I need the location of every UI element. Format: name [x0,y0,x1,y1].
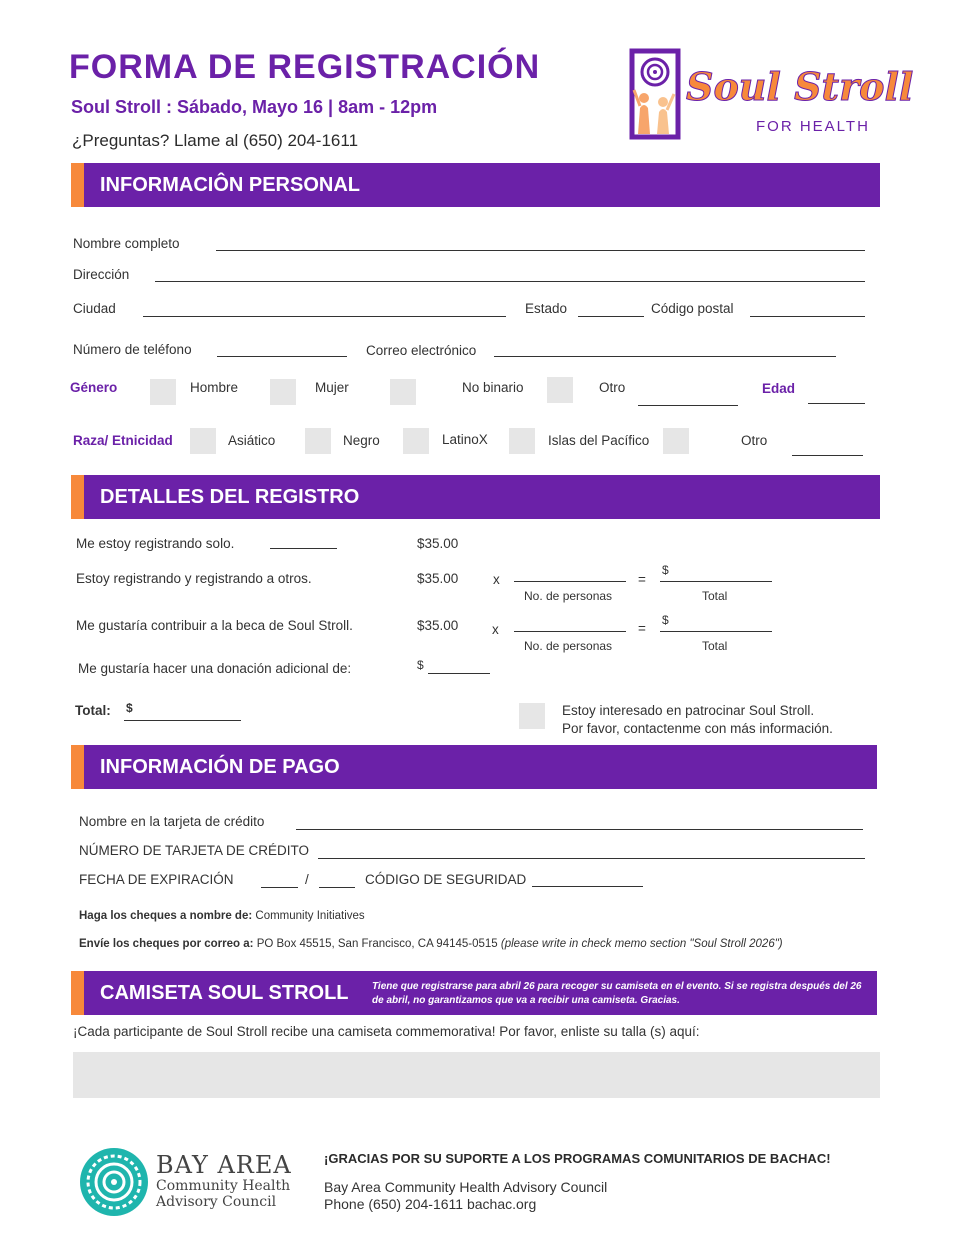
scholarship-dollar: $ [662,613,669,627]
race-otro-label: Otro [741,433,768,448]
race-pacific-islander-label: Islas del Pacífico [548,433,650,448]
checks-payable-label: Haga los cheques a nombre de: [79,910,253,922]
others-times: x [493,572,500,587]
full-name-field[interactable] [216,250,865,251]
expiration-year-field[interactable] [319,887,355,888]
expiration-slash: / [305,872,309,887]
gender-hombre-label: Hombre [190,380,239,395]
section-payment-info: INFORMACIÓN DE PAGO [71,745,877,789]
race-negro-checkbox[interactable] [305,428,331,454]
scholarship-price: $35.00 [417,618,459,633]
zip-label: Código postal [651,301,734,316]
bachac-logo-text [156,1152,292,1210]
checks-payable-value: Community Initiatives [255,910,365,922]
race-latinox-checkbox[interactable] [403,428,429,454]
city-field[interactable] [143,316,506,317]
solo-price: $35.00 [417,536,459,551]
state-label: Estado [525,301,568,316]
shirt-note: Tiene que registrarse para abril 26 para recoger su camiseta en el evento. Si se registra después del 26 de abril, no garantizamos que va a recibir una camiseta. Gracias. [372,981,862,1006]
scholarship-total-field[interactable] [660,631,772,632]
card-number-label: NÚMERO DE TARJETA DE CRÉDITO [79,843,310,858]
phone-field[interactable] [217,356,347,357]
scholarship-total-caption: Total [702,639,728,653]
others-people-caption: No. de personas [524,589,613,603]
section-registration-details: DETALLES DEL REGISTRO [71,475,880,519]
address-label: Dirección [73,267,130,282]
others-people-field[interactable] [514,581,626,582]
sponsor-line-2: Por favor, contactenme con más información. [562,721,833,736]
others-dollar: $ [662,563,669,577]
checks-mail-note: (please write in check memo section "Soul Stroll 2026") [500,938,783,950]
gender-no-binario-label: No binario [462,380,524,395]
email-label: Correo electrónico [366,343,477,358]
card-number-field[interactable] [318,858,865,859]
scholarship-people-field[interactable] [514,631,626,632]
race-pacific-islander-checkbox[interactable] [509,428,535,454]
scholarship-equals: = [638,621,646,636]
race-negro-label: Negro [343,433,380,448]
footer-thanks: ¡GRACIAS POR SU SUPORTE A LOS PROGRAMAS COMUNITARIOS DE BACHAC! [324,1151,831,1166]
gender-label: Género [70,380,118,395]
gender-otro-checkbox[interactable] [547,377,573,403]
email-field[interactable] [494,356,836,357]
race-asiatico-checkbox[interactable] [190,428,216,454]
race-asiatico-label: Asiático [228,433,276,448]
others-total-field[interactable] [660,581,772,582]
checks-mail-label: Envíe los cheques por correo a: [79,938,254,950]
scholarship-label: Me gustaría contribuir a la beca de Soul Stroll. [76,618,353,633]
full-name-label: Nombre completo [73,236,180,251]
donation-dollar: $ [417,658,424,672]
gender-otro-field[interactable] [638,405,738,406]
shirt-size-field[interactable] [73,1052,880,1098]
gender-otro-label: Otro [599,380,626,395]
race-label: Raza/ Etnicidad [73,433,173,448]
checks-mail-value: PO Box 45515, San Francisco, CA 94145-0515 [256,938,498,950]
sponsor-line-1: Estoy interesado en patrocinar Soul Stroll. [562,703,815,718]
expiration-month-field[interactable] [261,887,298,888]
others-label: Estoy registrando y registrando a otros. [76,571,312,586]
gender-hombre-checkbox[interactable] [150,379,176,405]
security-code-label: CÓDIGO DE SEGURIDAD [365,872,527,887]
race-otro-field[interactable] [792,455,863,456]
solo-label: Me estoy registrando solo. [76,536,235,551]
zip-field[interactable] [750,316,865,317]
event-subtitle: Soul Stroll : Sábado, Mayo 16 | 8am - 12pm [71,97,438,117]
grand-total-dollar: $ [126,701,133,715]
org-line-2: Community Health [156,1178,291,1194]
race-latinox-label: LatinoX [442,432,488,447]
card-name-label: Nombre en la tarjeta de crédito [79,814,265,829]
age-label: Edad [762,381,796,396]
security-code-field[interactable] [532,886,643,887]
city-label: Ciudad [73,301,116,316]
org-line-1: BAY AREA [156,1151,292,1179]
footer-contact: Phone (650) 204-1611 bachac.org [324,1196,537,1212]
scholarship-people-caption: No. de personas [524,639,613,653]
soul-stroll-logo [628,48,914,140]
sponsor-checkbox[interactable] [519,703,545,729]
logo-sub-text: FOR HEALTH [756,118,870,135]
others-equals: = [638,572,646,587]
soul-stroll-logo-icon [628,48,682,140]
phone-label: Número de teléfono [73,342,192,357]
age-field[interactable] [808,403,865,404]
page-title: FORMA DE REGISTRACIÓN [69,48,541,86]
section-personal-info: INFORMACIÔN PERSONAL [71,163,880,207]
card-name-field[interactable] [296,829,863,830]
shirt-heading: CAMISETA SOUL STROLL [100,982,349,1004]
race-otro-checkbox[interactable] [663,428,689,454]
state-field[interactable] [578,316,644,317]
gender-no-binario-checkbox[interactable] [390,379,416,405]
logo-main-text: Soul Stroll [686,64,914,109]
questions-phone: ¿Preguntas? Llame al (650) 204-1611 [72,131,359,150]
solo-field[interactable] [270,548,337,549]
org-line-3: Advisory Council [156,1194,277,1210]
footer-org-name: Bay Area Community Health Advisory Council [324,1179,608,1195]
others-total-caption: Total [702,589,728,603]
shirt-prompt: ¡Cada participante de Soul Stroll recibe una camiseta commemorativa! Por favor, enliste su talla (s) aquí: [73,1024,700,1039]
expiration-label: FECHA DE EXPIRACIÓN [79,872,234,887]
address-field[interactable] [155,281,865,282]
checks-payable [79,910,365,922]
checks-mail [79,938,783,950]
donation-field[interactable] [428,673,490,674]
gender-mujer-checkbox[interactable] [270,379,296,405]
others-price: $35.00 [417,571,459,586]
donation-label: Me gustaría hacer una donación adicional de: [78,661,352,676]
grand-total-field[interactable] [124,720,241,721]
gender-mujer-label: Mujer [315,380,349,395]
bachac-logo-icon [77,1145,151,1219]
scholarship-times: x [492,622,499,637]
grand-total-label: Total: [75,703,111,718]
